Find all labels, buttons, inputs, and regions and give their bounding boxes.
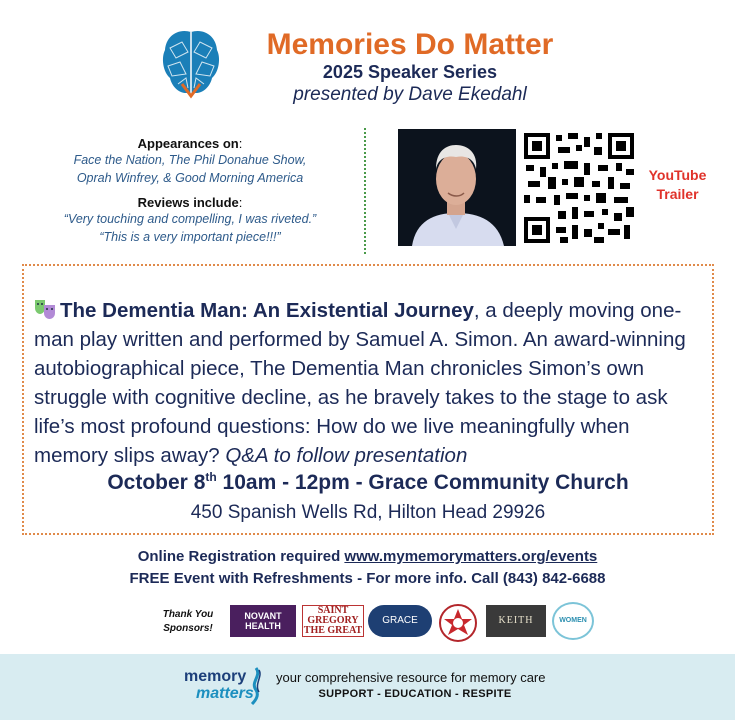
brain-logo-icon bbox=[160, 26, 222, 102]
play-title: The Dementia Man: An Existential Journey bbox=[60, 299, 474, 322]
youtube-label: YouTube bbox=[648, 167, 707, 183]
registration-info bbox=[0, 546, 735, 590]
qr-code[interactable] bbox=[524, 133, 634, 243]
dotted-divider bbox=[364, 128, 366, 254]
registration-link[interactable]: www.mymemorymatters.org/events bbox=[344, 548, 598, 565]
speaker-photo bbox=[398, 129, 516, 246]
trailer-label: Trailer bbox=[656, 186, 699, 202]
footer-banner bbox=[0, 654, 735, 720]
memory-matters-logo bbox=[184, 666, 266, 706]
footer-pillars: SUPPORT - EDUCATION - RESPITE bbox=[318, 688, 512, 700]
registration-line: Online Registration required www.mymemorymatters.org/events bbox=[137, 548, 598, 565]
review-quote-1: “Very touching and compelling, I was riveted.” bbox=[63, 212, 317, 226]
event-address: 450 Spanish Wells Rd, Hilton Head 29926 bbox=[190, 502, 546, 523]
sponsor-grace-logo: GRACE bbox=[368, 605, 432, 637]
appearances-line-2: Oprah Winfrey, & Good Morning America bbox=[76, 171, 304, 185]
youtube-trailer-label[interactable] bbox=[640, 166, 715, 204]
sponsor-keith-logo: KEITH bbox=[486, 605, 546, 637]
appearances-reviews-block bbox=[30, 136, 350, 246]
free-event-line: FREE Event with Refreshments - For more info. Call (843) 842-6688 bbox=[129, 570, 606, 587]
theater-masks-icon bbox=[34, 298, 56, 320]
play-description: , a deeply moving one-man play written and performed by Samuel A. Simon. An award-winning autobiographical piece, The Dementia Man chronicles Simon’s own struggle with cognitive decline, as he bravely takes to the stage to ask life’s most profound questions: How do we live meaningfully when memory slips away? bbox=[34, 299, 686, 467]
page-title: Memories Do Matter bbox=[266, 28, 554, 61]
sponsor-st-gregory-logo: SAINT GREGORY THE GREAT bbox=[303, 605, 363, 636]
logo-word-matters: matters bbox=[196, 685, 254, 702]
qa-note: Q&A to follow presentation bbox=[225, 444, 468, 467]
event-description bbox=[34, 296, 706, 470]
swirl-icon bbox=[248, 666, 264, 706]
appearances-heading: Appearances on: bbox=[137, 136, 243, 151]
sponsor-women-logo: WOMEN bbox=[552, 602, 594, 640]
logo-word-memory: memory bbox=[184, 668, 247, 685]
event-description-box bbox=[22, 264, 714, 535]
presenter-line: presented by Dave Ekedahl bbox=[293, 84, 527, 105]
series-subtitle: 2025 Speaker Series bbox=[322, 62, 498, 82]
reviews-heading: Reviews include: bbox=[137, 195, 243, 210]
sponsor-firefighters-logo bbox=[438, 601, 478, 645]
review-quote-2: “This is a very important piece!!!” bbox=[99, 230, 281, 244]
appearances-line-1: Face the Nation, The Phil Donahue Show, bbox=[73, 153, 307, 167]
sponsors-thanks: Thank You Sponsors! bbox=[162, 609, 214, 634]
event-date-time: October 8th 10am - 12pm - Grace Community Church bbox=[107, 470, 629, 494]
footer-tagline: your comprehensive resource for memory care bbox=[276, 670, 546, 685]
sponsor-novant-logo: NOVANT HEALTH bbox=[230, 605, 296, 637]
